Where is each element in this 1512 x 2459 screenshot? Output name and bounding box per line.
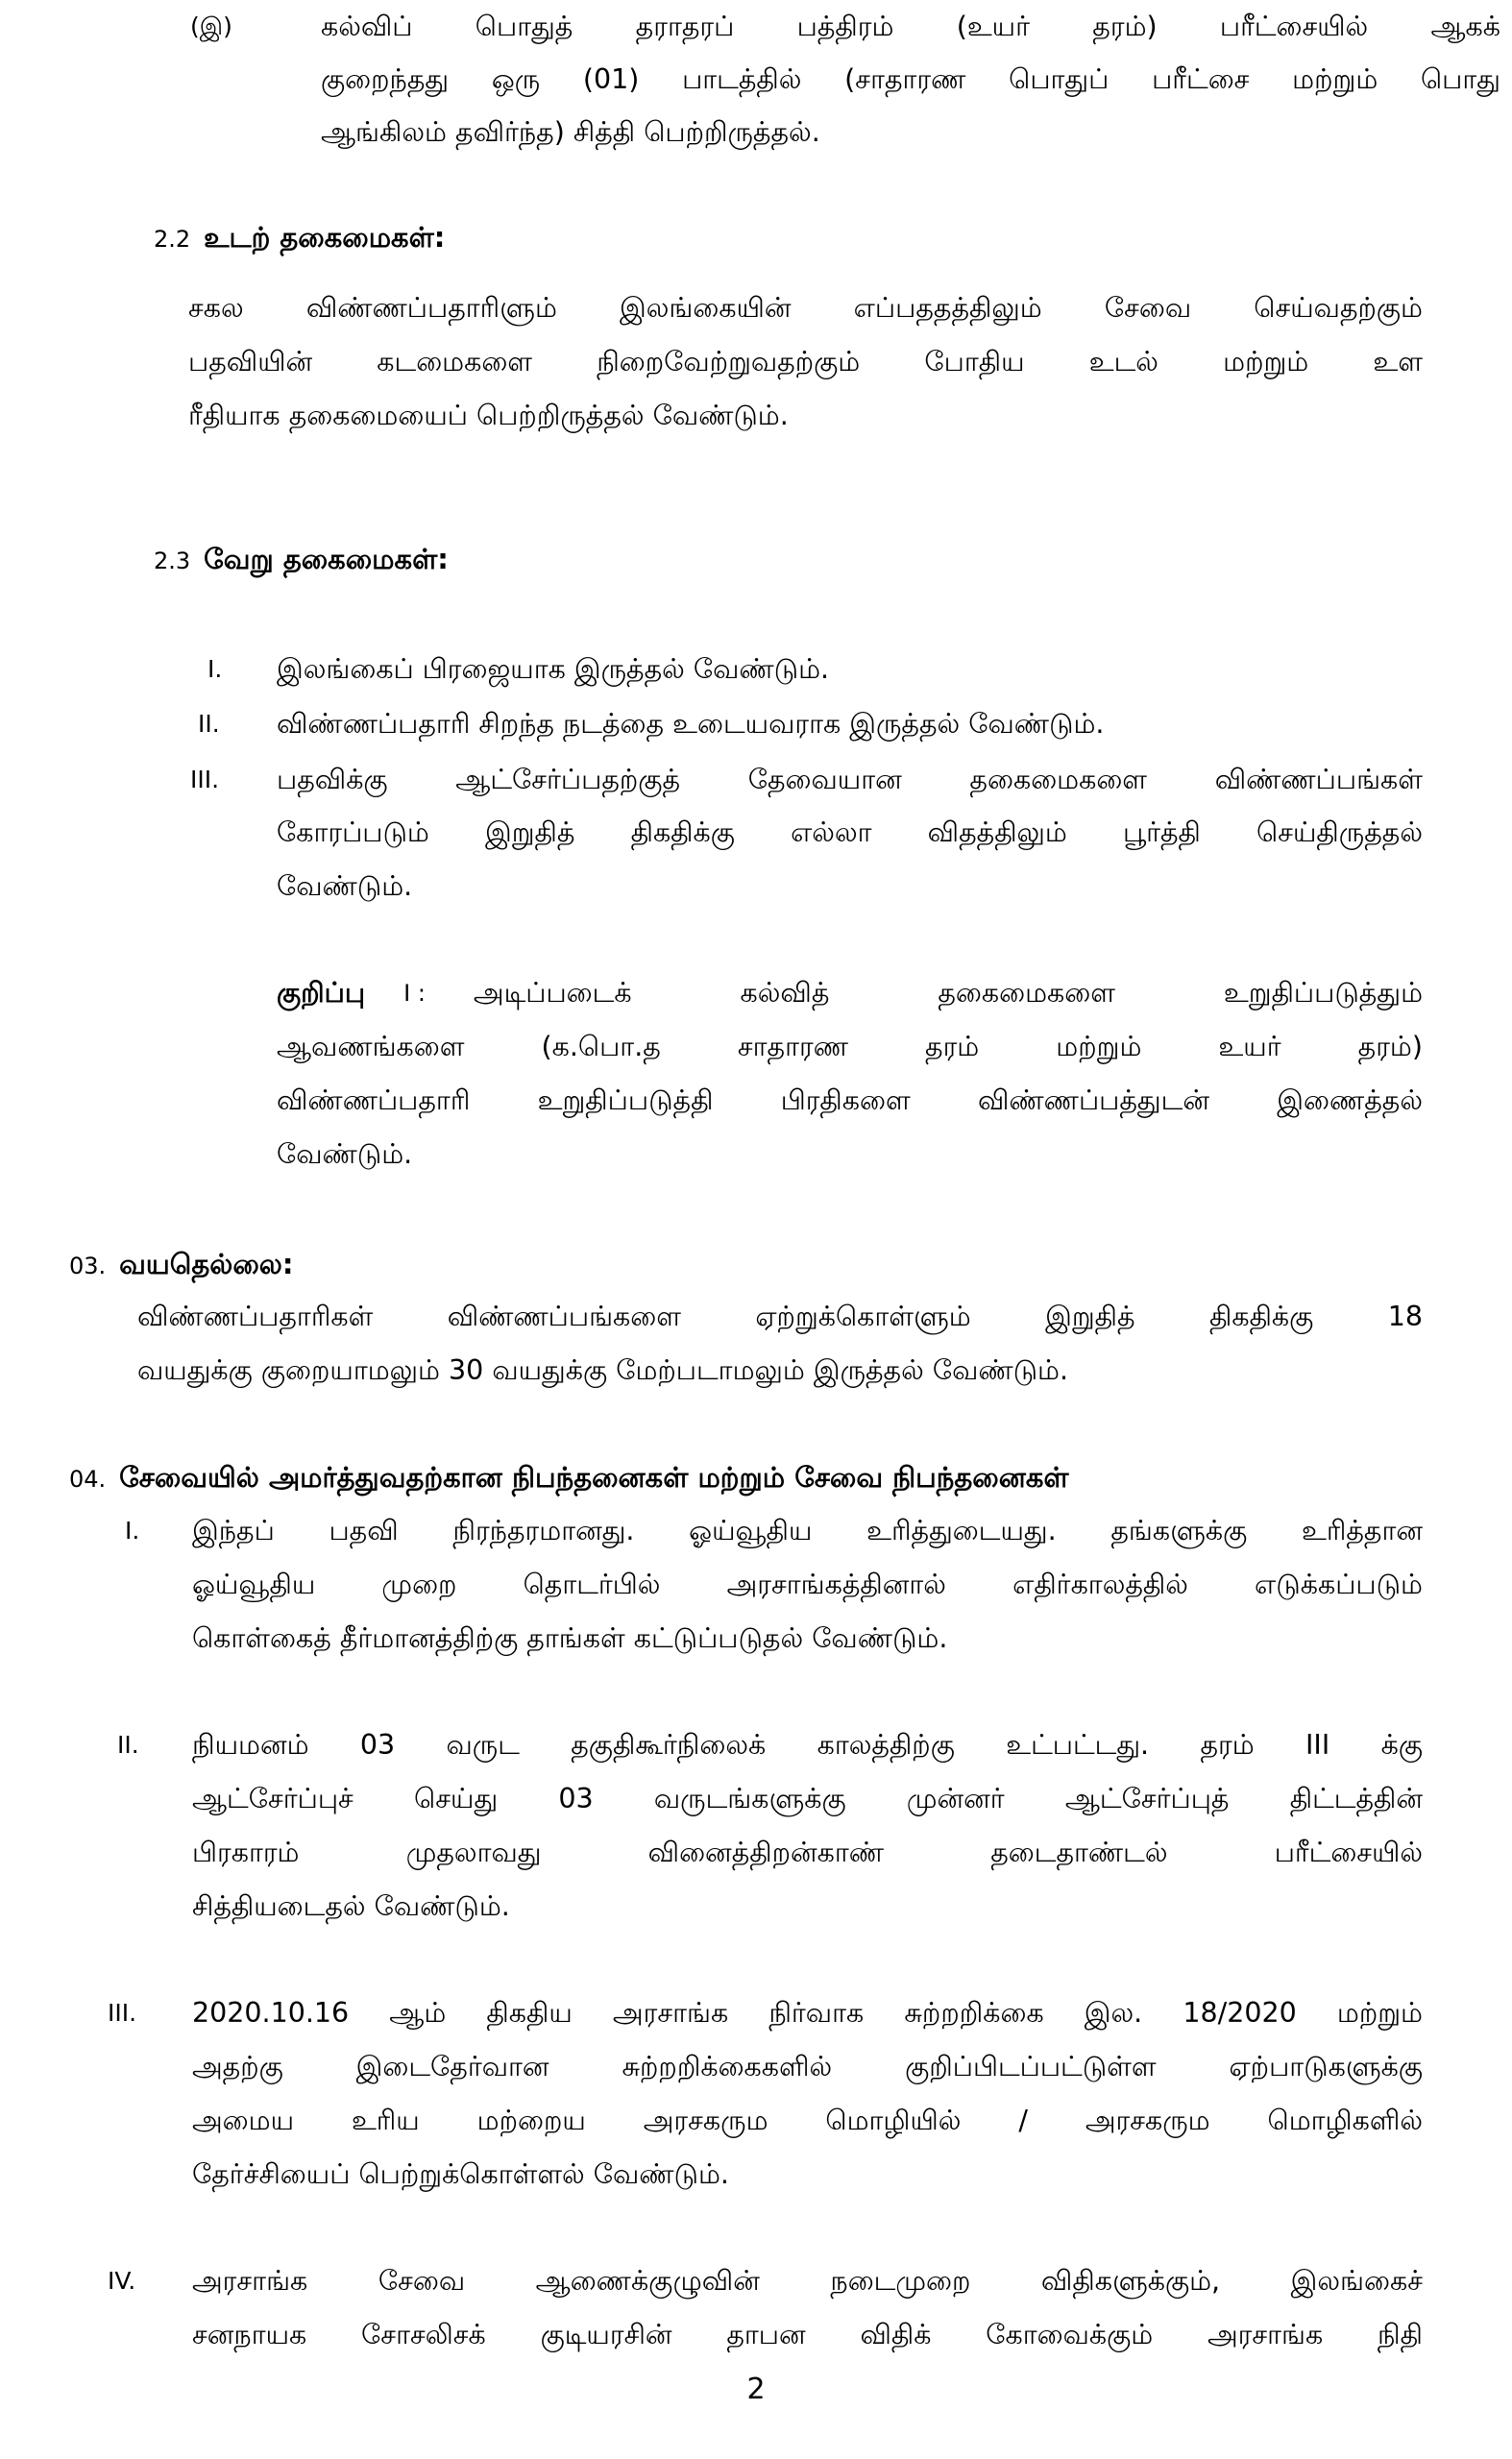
list-item-text: இலங்கைப் பிரஜையாக இருத்தல் வேண்டும்.	[277, 653, 830, 685]
section-title: சேவையில் அமர்த்துவதற்கான நிபந்தனைகள் மற்றும் சேவை நிபந்தனைகள்	[119, 1461, 1069, 1494]
paragraph-line: ஆங்கிலம் தவிர்ந்த) சித்தி பெற்றிருத்தல்.	[321, 116, 820, 148]
paragraph-line: சகல விண்ணப்பதாரிளும் இலங்கையின் எப்பததத்திலும் சேவை செய்வதற்கும்	[188, 292, 1423, 324]
paragraph-line: வயதுக்கு குறையாமலும் 30 வயதுக்கு மேற்படாமலும் இருத்தல் வேண்டும்.	[137, 1354, 1069, 1386]
list-item-text: கோரப்படும் இறுதித் திகதிக்கு எல்லா விதத்திலும் பூர்த்தி செய்திருத்தல்	[277, 816, 1423, 848]
section-number: 04.	[69, 1466, 107, 1493]
list-item-text: 2020.10.16 ஆம் திகதிய அரசாங்க நிர்வாக சுற்றறிக்கை இல. 18/2020 மற்றும்	[192, 1997, 1423, 2029]
list-item-text: வேண்டும்.	[277, 870, 413, 902]
list-item-text: தேர்ச்சியைப் பெற்றுக்கொள்ளல் வேண்டும்.	[192, 2158, 729, 2190]
list-marker: (இ)	[190, 12, 232, 40]
list-marker: I.	[125, 1517, 140, 1545]
section-heading-03	[69, 1245, 293, 1285]
note-line: வேண்டும்.	[277, 1138, 413, 1170]
list-item-text: கொள்கைத் தீர்மானத்திற்கு தாங்கள் கட்டுப்படுதல் வேண்டும்.	[192, 1622, 948, 1654]
list-item-text: நியமனம் 03 வருட தகுதிகூர்நிலைக் காலத்திற்கு உட்பட்டது. தரம் III க்கு	[192, 1729, 1423, 1761]
section-heading-04	[69, 1458, 1069, 1498]
list-marker: II.	[117, 1731, 139, 1759]
note-line: விண்ணப்பதாரி உறுதிப்படுத்தி பிரதிகளை விண்ணப்பத்துடன் இணைத்தல்	[277, 1084, 1423, 1116]
paragraph-line: பதவியின் கடமைகளை நிறைவேற்றுவதற்கும் போதிய உடல் மற்றும் உள	[188, 346, 1423, 377]
list-item-text: இந்தப் பதவி நிரந்தரமானது. ஓய்வூதிய உரித்துடையது. தங்களுக்கு உரித்தான	[192, 1515, 1423, 1546]
list-marker: IV.	[108, 2267, 136, 2295]
list-item-text: ஓய்வூதிய முறை தொடர்பில் அரசாங்கத்தினால் எதிர்காலத்தில் எடுக்கப்படும்	[192, 1569, 1423, 1600]
section-heading-2-3	[154, 540, 449, 580]
section-title: உடற் தகைமைகள்:	[204, 221, 446, 254]
list-item-text: விண்ணப்பதாரி சிறந்த நடத்தை உடையவராக இருத்தல் வேண்டும்.	[277, 708, 1105, 740]
section-title: வேறு தகைமைகள்:	[204, 543, 449, 575]
section-heading-2-2	[154, 218, 445, 258]
section-title: வயதெல்லை:	[119, 1248, 294, 1280]
note-line: ஆவணங்களை (க.பொ.த சாதாரண தரம் மற்றும் உயர் தரம்)	[277, 1031, 1423, 1062]
list-item-text: சித்தியடைதல் வேண்டும்.	[192, 1890, 510, 1922]
list-item-text: சனநாயக சோசலிசக் குடியரசின் தாபன விதிக் கோவைக்கும் அரசாங்க நிதி	[192, 2319, 1423, 2350]
section-number: 2.2	[154, 226, 191, 253]
list-marker: I.	[207, 655, 223, 683]
paragraph-line: விண்ணப்பதாரிகள் விண்ணப்பங்களை ஏற்றுக்கொள்ளும் இறுதித் திகதிக்கு 18	[137, 1301, 1423, 1332]
list-item-text: அமைய உரிய மற்றைய அரசகரும மொழியில் / அரசகரும மொழிகளில்	[192, 2105, 1423, 2136]
list-marker: III.	[190, 766, 220, 793]
list-item-text: பதவிக்கு ஆட்சேர்ப்பதற்குத் தேவையான தகைமைகளை விண்ணப்பங்கள்	[277, 764, 1423, 795]
note-text: அடிப்படைக் கல்வித் தகைமைகளை உறுதிப்படுத்தும்	[473, 977, 1423, 1009]
list-item-text: அதற்கு இடைதேர்வான சுற்றறிக்கைகளில் குறிப்பிடப்பட்டுள்ள ஏற்பாடுகளுக்கு	[192, 2051, 1423, 2082]
list-marker: III.	[108, 1999, 137, 2027]
note-label: குறிப்பு	[277, 977, 366, 1009]
list-item-text: ஆட்சேர்ப்புச் செய்து 03 வருடங்களுக்கு முன்னர் ஆட்சேர்ப்புத் திட்டத்தின்	[192, 1783, 1423, 1814]
note-first-line	[277, 974, 1423, 1012]
page-number: 2	[746, 2373, 766, 2406]
paragraph-line: ரீதியாக தகைமையைப் பெற்றிருத்தல் வேண்டும்.	[188, 400, 789, 431]
section-number: 2.3	[154, 548, 191, 574]
list-item-text: அரசாங்க சேவை ஆணைக்குழுவின் நடைமுறை விதிகளுக்கும், இலங்கைச்	[192, 2265, 1423, 2297]
list-marker: II.	[198, 710, 220, 738]
note-marker: I :	[403, 980, 426, 1007]
section-number: 03.	[69, 1253, 107, 1279]
paragraph-line: கல்விப் பொதுத் தராதரப் பத்திரம் (உயர் தரம்) பரீட்சையில் ஆகக்	[321, 11, 1500, 42]
paragraph-line: குறைந்தது ஒரு (01) பாடத்தில் (சாதாரண பொதுப் பரீட்சை மற்றும் பொது	[321, 63, 1500, 95]
list-item-text: பிரகாரம் முதலாவது வினைத்திறன்காண் தடைதாண்டல் பரீட்சையில்	[192, 1837, 1423, 1868]
